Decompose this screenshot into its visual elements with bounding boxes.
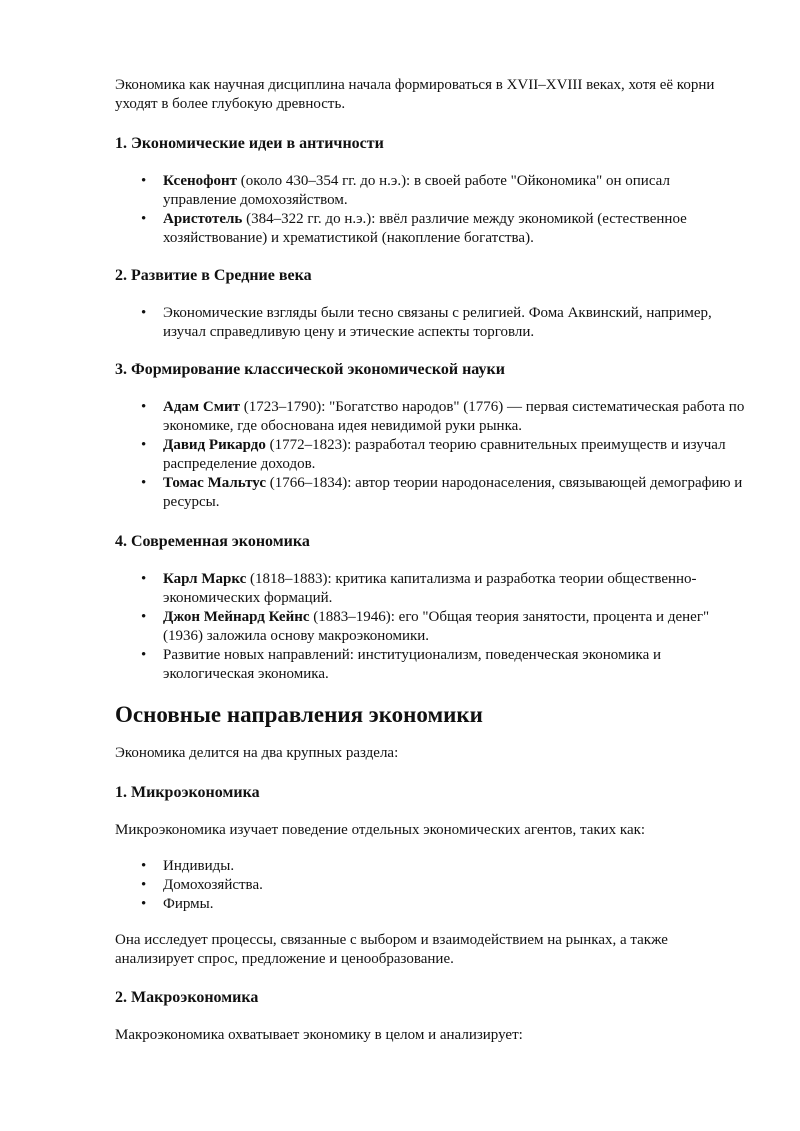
person-name: Ксенофонт <box>163 173 238 189</box>
list-item <box>163 304 745 342</box>
list-item: • Индивиды. <box>163 857 745 876</box>
directions-intro: Экономика делится на два крупных раздела: <box>115 745 399 761</box>
list-item <box>163 608 745 646</box>
item-text: Экономические взгляды были тесно связаны с религией. Фома Аквинский, например, изучал справедливую цену и этические аспекты торговли. <box>163 305 712 340</box>
micro-intro: Микроэкономика изучает поведение отдельных экономических агентов, таких как: <box>115 822 646 838</box>
list-classical <box>115 398 745 512</box>
heading-macro: 2. Макроэкономика <box>115 989 259 1006</box>
list-item <box>163 436 745 474</box>
list-middle-ages <box>115 304 745 342</box>
item-text: (1772–1823): разработал теорию сравнительных преимуществ и изучал распределение доходов. <box>163 437 726 472</box>
list-micro <box>115 857 745 914</box>
heading-micro: 1. Микроэкономика <box>115 784 260 801</box>
micro-summary: Она исследует процессы, связанные с выбором и взаимодействием на рынках, а также анализирует спрос, предложение и ценообразование. <box>115 932 668 967</box>
heading-classical: 3. Формирование классической экономической науки <box>115 361 505 378</box>
list-item <box>163 474 745 512</box>
heading-antiquity: 1. Экономические идеи в античности <box>115 135 384 152</box>
item-text: (1766–1834): автор теории народонаселения, связывающей демографию и ресурсы. <box>163 475 743 510</box>
person-name: Аристотель <box>163 211 243 227</box>
list-item <box>163 646 745 684</box>
list-modern <box>115 570 745 684</box>
item-text: (1818–1883): критика капитализма и разработка теории общественно-экономических формаций. <box>163 571 697 606</box>
item-text: (1723–1790): "Богатство народов" (1776) — первая систематическая работа по экономике, где обоснована идея невидимой руки рынка. <box>163 399 745 434</box>
item-text: Развитие новых направлений: институционализм, поведенческая экономика и экологическая экономика. <box>163 647 662 682</box>
person-name: Карл Маркс <box>163 571 247 587</box>
item-text: (около 430–354 гг. до н.э.): в своей работе "Ойкономика" он описал управление домохозяйством. <box>163 173 670 208</box>
macro-intro: Макроэкономика охватывает экономику в целом и анализирует: <box>115 1027 523 1043</box>
list-item <box>163 210 745 248</box>
list-item <box>163 398 745 436</box>
list-item: • Фирмы. <box>163 895 745 914</box>
person-name: Томас Мальтус <box>163 475 267 491</box>
person-name: Джон Мейнард Кейнс <box>163 609 310 625</box>
list-item <box>163 570 745 608</box>
list-antiquity <box>115 172 745 248</box>
person-name: Адам Смит <box>163 399 240 415</box>
list-item <box>163 172 745 210</box>
list-item: • Домохозяйства. <box>163 876 745 895</box>
document-page <box>115 76 745 1045</box>
item-text: (384–322 гг. до н.э.): ввёл различие между экономикой (естественное хозяйствование) и хрематистикой (накопление богатства). <box>163 211 687 246</box>
intro-paragraph: Экономика как научная дисциплина начала формироваться в XVII–XVIII веках, хотя её корни уходят в более глубокую древность. <box>115 77 715 112</box>
heading-modern: 4. Современная экономика <box>115 533 310 550</box>
person-name: Давид Рикардо <box>163 437 266 453</box>
heading-directions: Основные направления экономики <box>115 702 483 727</box>
heading-middle-ages: 2. Развитие в Средние века <box>115 267 312 284</box>
item-text: (1883–1946): его "Общая теория занятости, процента и денег" (1936) заложила основу макроэкономики. <box>163 609 710 644</box>
